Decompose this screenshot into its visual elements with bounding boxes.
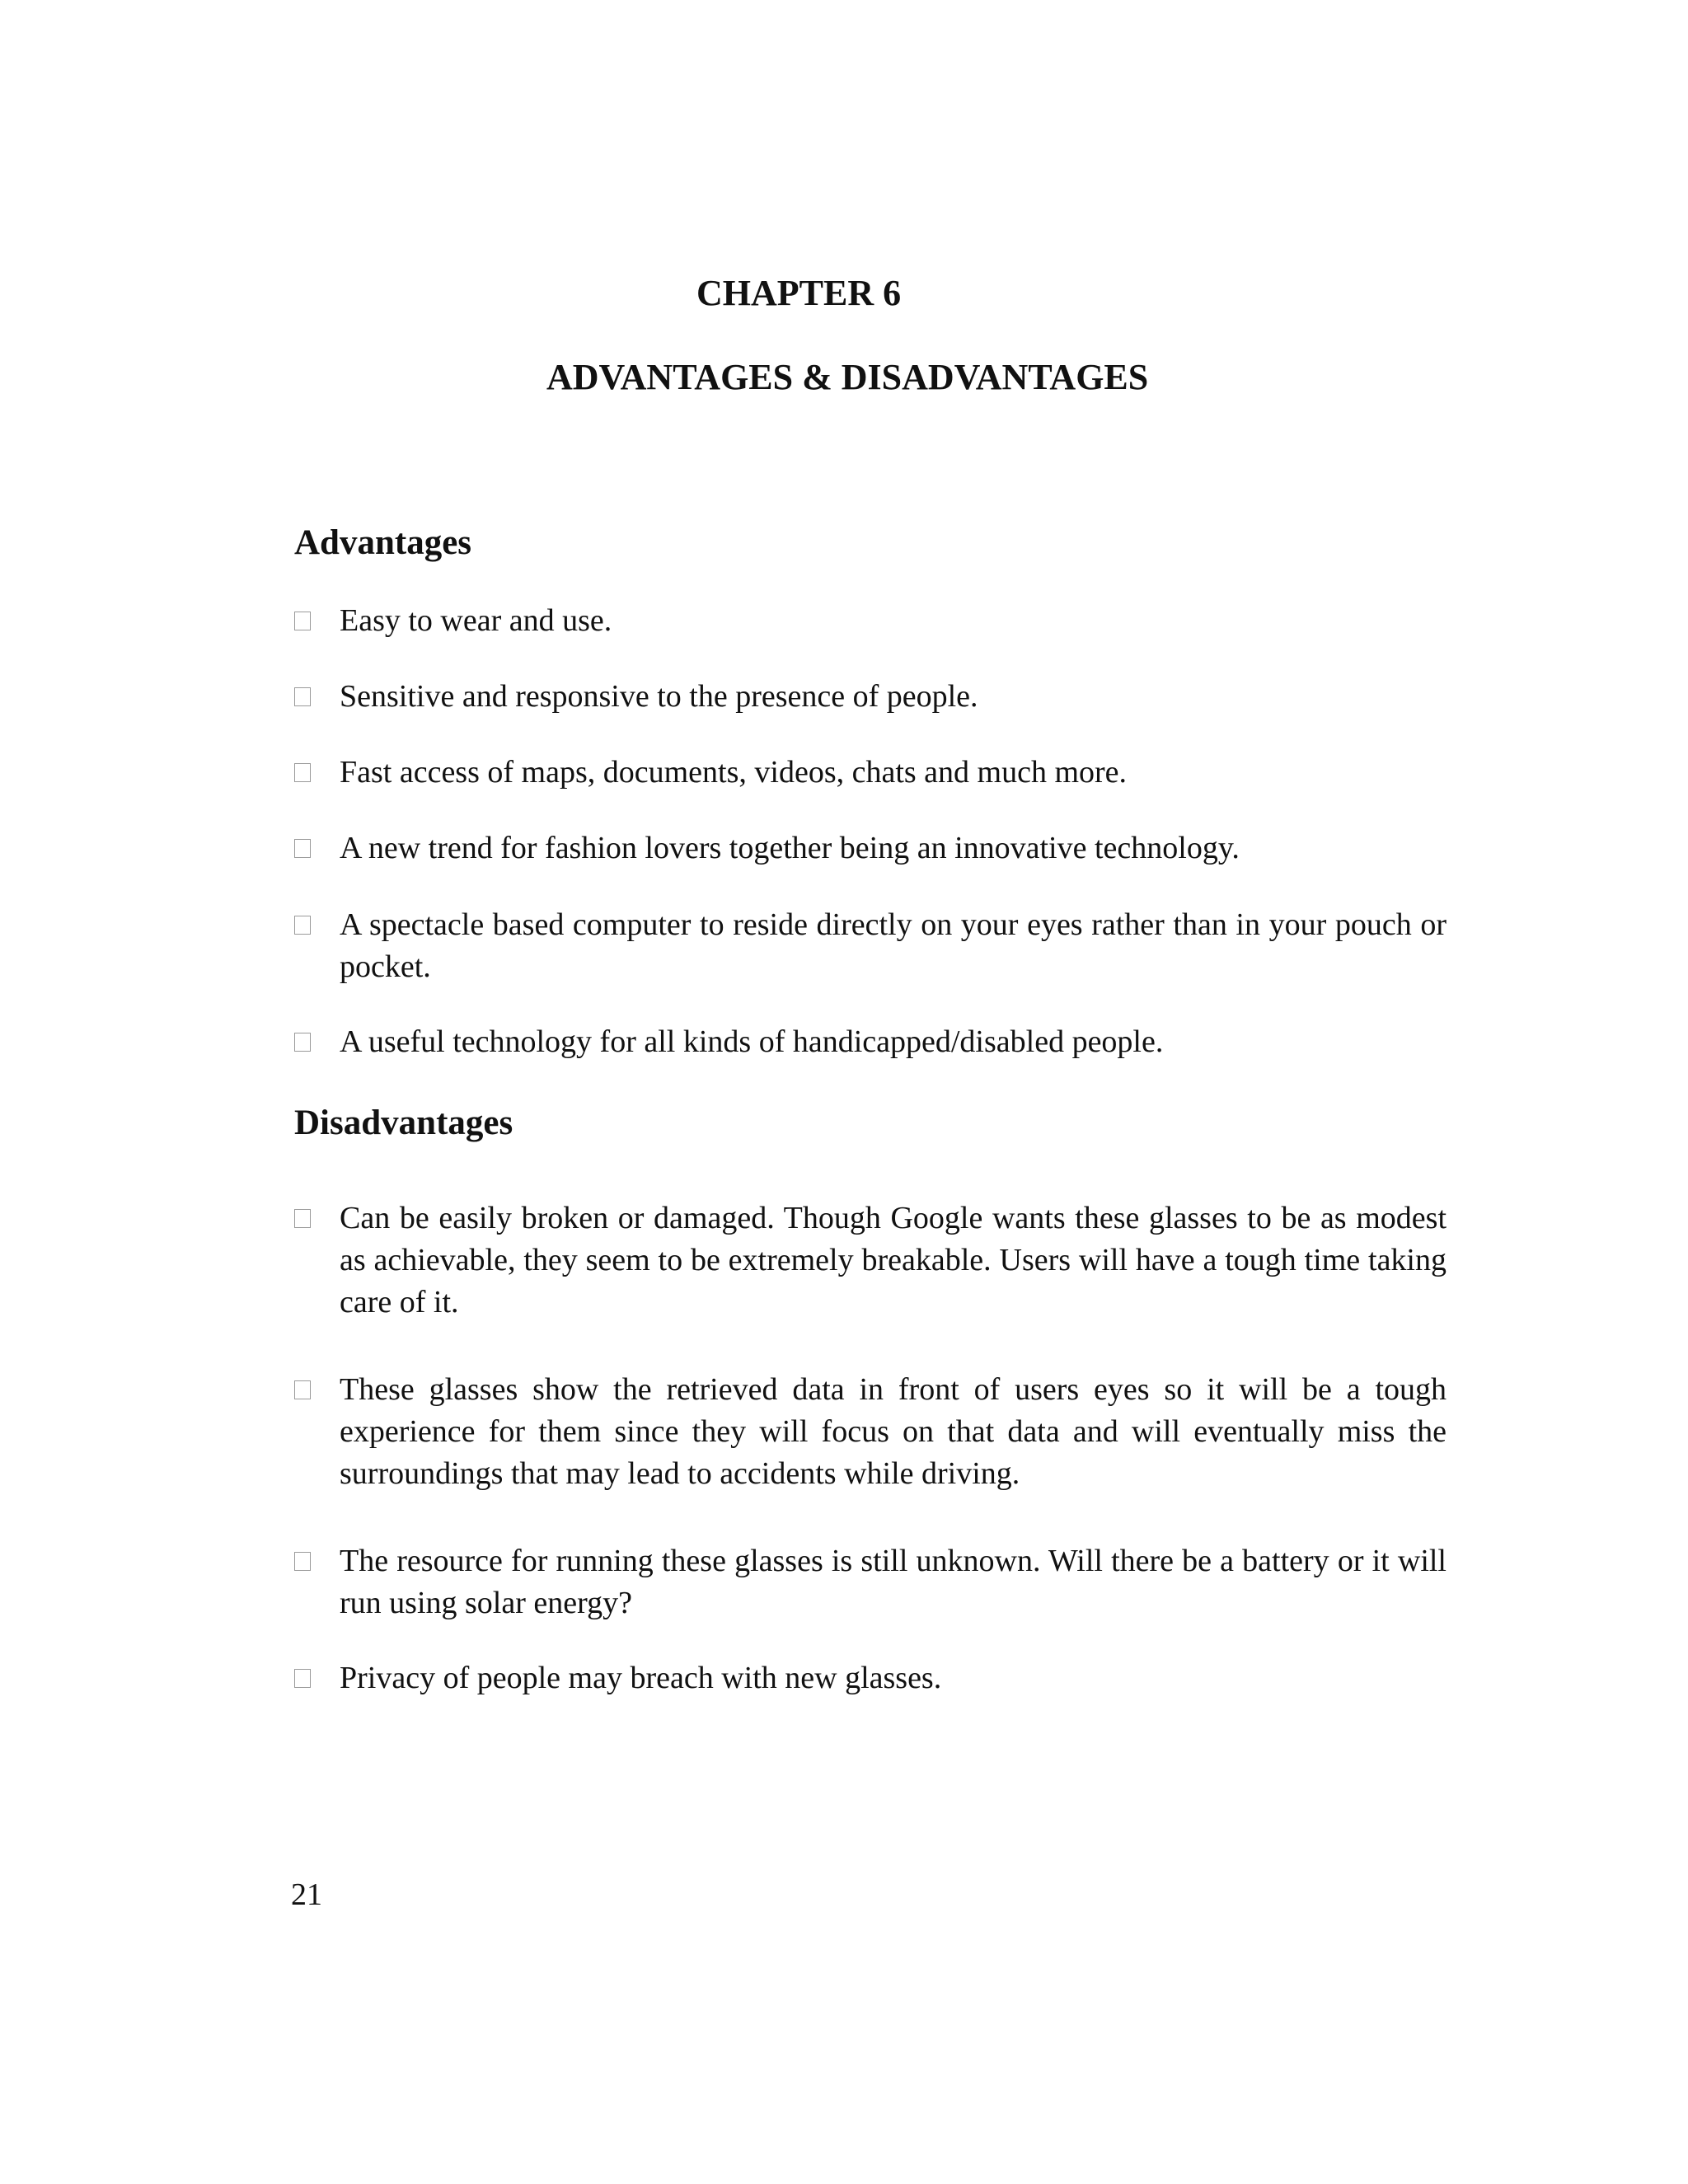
advantages-heading: Advantages xyxy=(294,523,472,562)
list-item-text: Sensitive and responsive to the presence of people. xyxy=(340,679,978,714)
checkbox-bullet-icon xyxy=(294,1380,311,1399)
checkbox-bullet-icon xyxy=(294,612,311,630)
chapter-subtitle: ADVANTAGES & DISADVANTAGES xyxy=(546,357,1149,397)
checkbox-bullet-icon xyxy=(294,1209,311,1228)
list-item-text: A new trend for fashion lovers together being an innovative technology. xyxy=(340,831,1240,865)
list-item-text: Privacy of people may breach with new glasses. xyxy=(340,1661,942,1695)
checkbox-bullet-icon xyxy=(294,839,311,858)
checkbox-bullet-icon xyxy=(294,1669,311,1688)
list-item-text: These glasses show the retrieved data in front of users eyes so it will be a tough experience for them since they will focus on that data and will eventually miss the surroundings that may lead to accidents while driving. xyxy=(340,1372,1447,1491)
list-item-text: The resource for running these glasses is still unknown. Will there be a battery or it will run using solar energy? xyxy=(340,1544,1447,1620)
checkbox-bullet-icon xyxy=(294,1033,311,1052)
chapter-title: CHAPTER 6 xyxy=(696,273,902,313)
list-item-text: Can be easily broken or damaged. Though Google wants these glasses to be as modest as achievable, they seem to be extremely breakable. Users will have a tough time taking care of it. xyxy=(340,1201,1447,1319)
list-item-text: Fast access of maps, documents, videos, chats and much more. xyxy=(340,755,1128,790)
checkbox-bullet-icon xyxy=(294,1552,311,1571)
disadvantages-heading: Disadvantages xyxy=(294,1104,513,1142)
checkbox-bullet-icon xyxy=(294,916,311,935)
checkbox-bullet-icon xyxy=(294,687,311,706)
list-item-text: Easy to wear and use. xyxy=(340,603,612,638)
list-item-text: A spectacle based computer to reside directly on your eyes rather than in your pouch or pocket. xyxy=(340,907,1447,984)
checkbox-bullet-icon xyxy=(294,763,311,782)
list-item-text: A useful technology for all kinds of handicapped/disabled people. xyxy=(340,1024,1164,1059)
page-number: 21 xyxy=(291,1877,322,1912)
